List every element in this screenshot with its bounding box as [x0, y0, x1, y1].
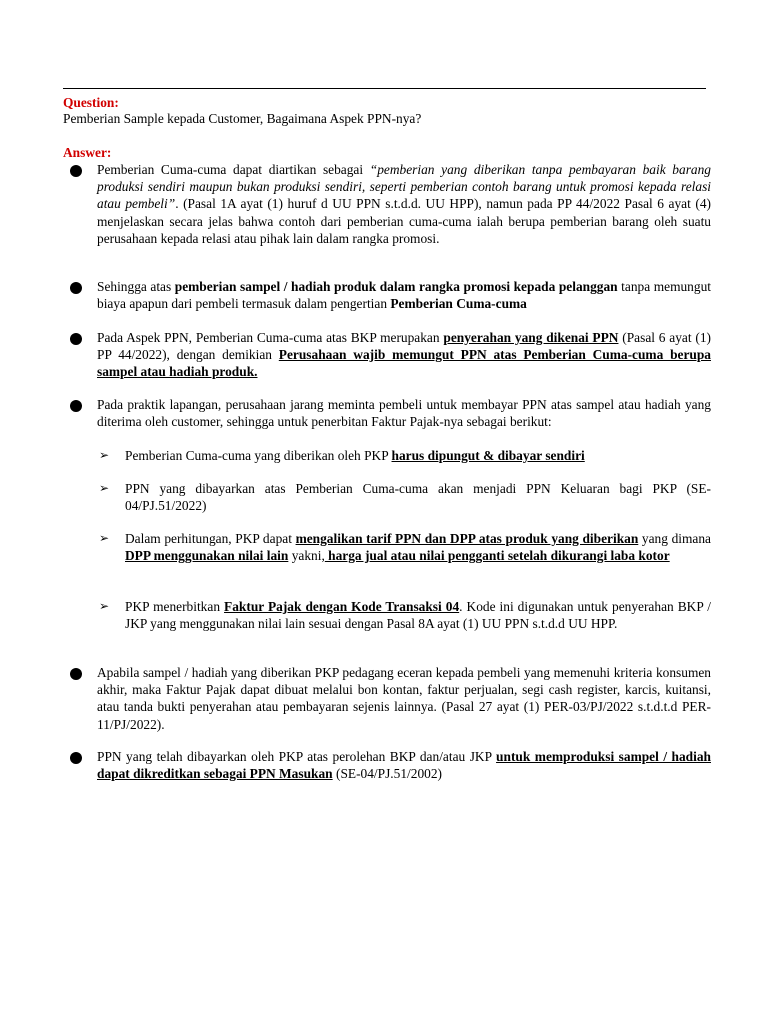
answer-paragraph-2: Sehingga atas pemberian sampel / hadiah produk dalam rangka promosi kepada pelanggan tanpa memungut biaya apapun dari pembeli termasuk dalam pengertian Pemberian Cuma-cuma [97, 279, 711, 312]
answer-paragraph-1: Pemberian Cuma-cuma dapat diartikan sebagai “pemberian yang diberikan tanpa pembayaran baik barang produksi sendiri maupun bukan produksi sendiri, seperti pemberian contoh barang untuk promosi kepada relasi atau pembeli”. (Pasal 1A ayat (1) huruf d UU PPN s.t.d.d. UU HPP), namun pada PP 44/2022 Pasal 6 ayat (4) menjelaskan secara jelas bahwa contoh dari pemberian cuma-cuma ialah berupa pemberian barang oleh suatu perusahaan kepada relasi atau pihak lain dalam rangka promosi. [97, 162, 711, 246]
bullet-icon [70, 400, 82, 412]
answer-paragraph-5: Apabila sampel / hadiah yang diberikan PKP pedagang eceran kepada pembeli yang memenuhi kriteria konsumen akhir, maka Faktur Pajak dapat dibuat melalui bon kontan, faktur perjualan, segi cash register, karcis, kuitansi, atau tanda bukti penyerahan atau pembayaran sejenis lainnya. (Pasal 27 ayat (1) PER-03/PJ/2022 s.t.d.t.d PER-11/PJ/2022). [97, 665, 711, 732]
bullet-icon [70, 282, 82, 294]
question-text: Pemberian Sample kepada Customer, Bagaimana Aspek PPN-nya? [63, 111, 422, 126]
arrow-bullet-icon: ➢ [99, 481, 110, 495]
sub-item-2: PPN yang dibayarkan atas Pemberian Cuma-cuma akan menjadi PPN Keluaran bagi PKP (SE-04/PJ.51/2022) [125, 481, 711, 514]
bullet-icon [70, 165, 82, 177]
bullet-icon [70, 668, 82, 680]
top-rule [63, 88, 706, 89]
answer-paragraph-6: PPN yang telah dibayarkan oleh PKP atas perolehan BKP dan/atau JKP untuk memproduksi sampel / hadiah dapat dikreditkan sebagai PPN Masukan (SE-04/PJ.51/2002) [97, 749, 711, 782]
arrow-bullet-icon: ➢ [99, 599, 110, 613]
bullet-icon [70, 333, 82, 345]
question-label: Question: [63, 95, 119, 110]
answer-paragraph-4: Pada praktik lapangan, perusahaan jarang meminta pembeli untuk membayar PPN atas sampel atau hadiah yang diterima oleh customer, sehingga untuk penerbitan Faktur Pajak-nya sebagai berikut: [97, 397, 711, 430]
sub-item-1: Pemberian Cuma-cuma yang diberikan oleh PKP harus dipungut & dibayar sendiri [125, 448, 585, 463]
sub-item-3: Dalam perhitungan, PKP dapat mengalikan tarif PPN dan DPP atas produk yang diberikan yang dimana DPP menggunakan nilai lain yakni, harga jual atau nilai pengganti setelah dikurangi laba kotor [125, 531, 711, 564]
answer-label: Answer: [63, 145, 112, 160]
sub-item-4: PKP menerbitkan Faktur Pajak dengan Kode Transaksi 04. Kode ini digunakan untuk penyerahan BKP / JKP yang menggunakan nilai lain sesuai dengan Pasal 8A ayat (1) UU PPN s.t.d.d UU HPP. [125, 599, 712, 632]
arrow-bullet-icon: ➢ [99, 531, 110, 545]
answer-paragraph-3: Pada Aspek PPN, Pemberian Cuma-cuma atas BKP merupakan penyerahan yang dikenai PPN (Pasal 6 ayat (1) PP 44/2022), dengan demikian Perusahaan wajib memungut PPN atas Pemberian Cuma-cuma berupa sampel atau hadiah produk. [97, 330, 711, 380]
bullet-icon [70, 752, 82, 764]
arrow-bullet-icon: ➢ [99, 448, 110, 462]
